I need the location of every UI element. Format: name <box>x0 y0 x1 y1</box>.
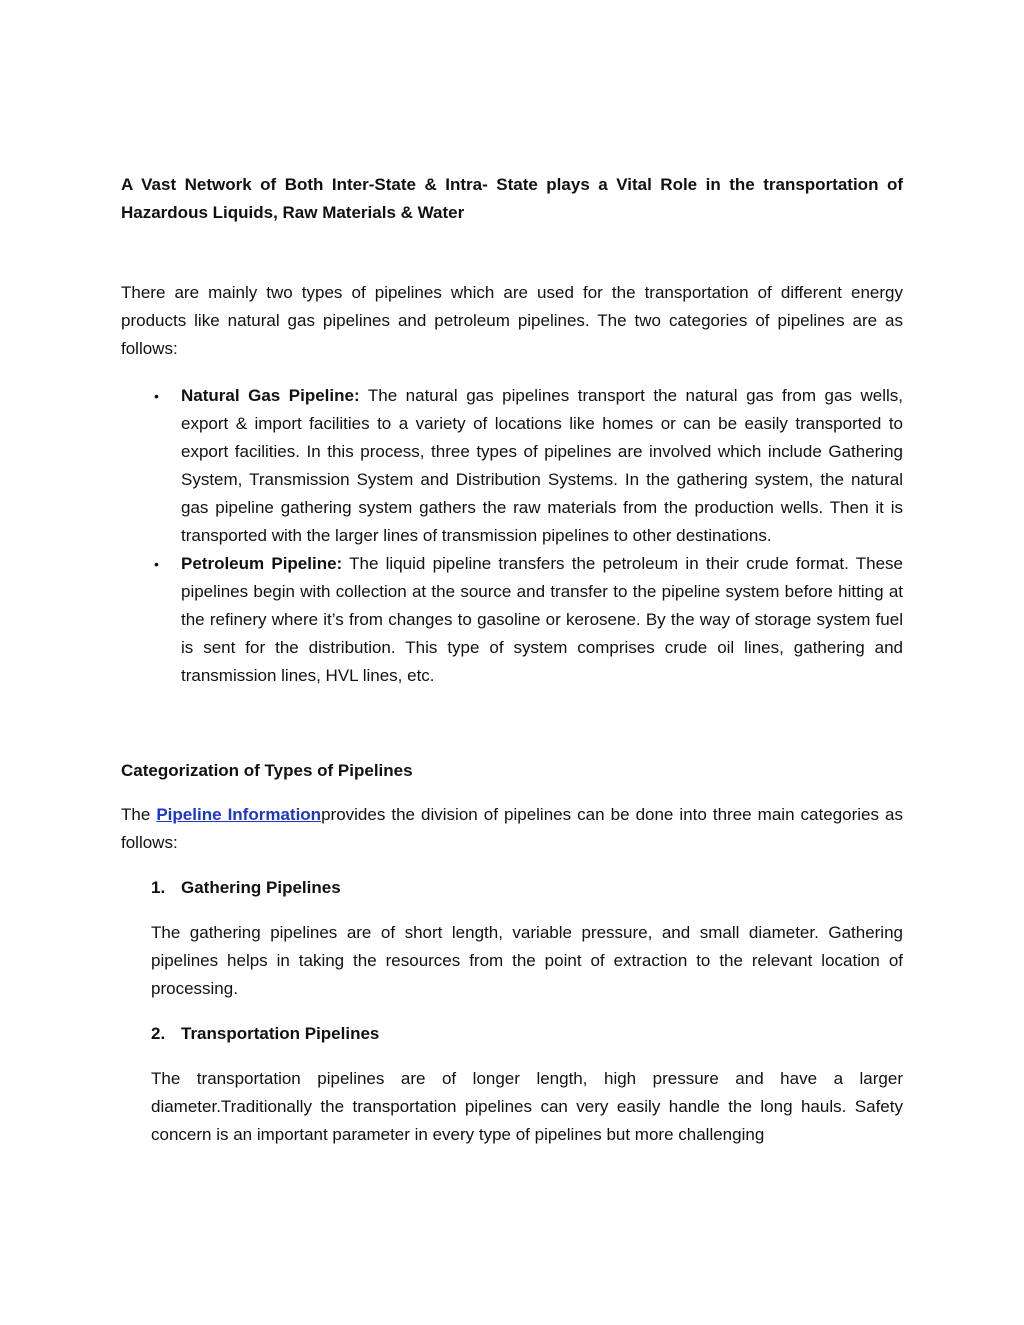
bullet-icon: • <box>154 388 159 404</box>
item-number: 1. <box>151 878 166 897</box>
bullet-text: The natural gas pipelines transport the natural gas from gas wells, export & import facilities to a variety of locations like homes or can be easily transported to export facilities. In this process, three types of pipelines are involved which include Gathering System, Transmission System and Distribution Systems. In the gathering system, the natural gas pipeline gathering system gathers the raw materials from the production wells. Then it is transported with the larger lines of transmission pipelines to other destinations. <box>181 386 903 545</box>
intro-paragraph: There are mainly two types of pipelines which are used for the transportation of different energy products like natural gas pipelines and petroleum pipelines. The two categories of pipelines are as follows: <box>121 283 903 358</box>
numbered-body-gathering: The gathering pipelines are of short length, variable pressure, and small diameter. Gathering pipelines helps in taking the resources from the point of extraction to the relevant location of processing. <box>151 923 903 998</box>
item-heading: Gathering Pipelines <box>181 878 341 897</box>
section-intro-after: provides the division of pipelines can be done into three main categories as follows: <box>121 805 903 852</box>
section-intro-paragraph <box>121 801 903 857</box>
list-item-natural-gas <box>121 382 903 550</box>
document-page <box>121 171 903 1149</box>
item-number: 2. <box>151 1024 166 1043</box>
numbered-heading-transportation <box>151 1020 903 1048</box>
section-heading: Categorization of Types of Pipelines <box>121 761 413 780</box>
pipeline-types-list <box>121 382 903 690</box>
bullet-text: The liquid pipeline transfers the petroleum in their crude format. These pipelines begin with collection at the source and transfer to the pipeline system before hitting at the refinery where it’s from changes to gasoline or kerosene. By the way of storage system fuel is sent for the distribution. This type of system comprises crude oil lines, gathering and transmission lines, HVL lines, etc. <box>181 554 904 685</box>
numbered-body-transportation: The transportation pipelines are of longer length, high pressure and have a larger diameter.Traditionally the transportation pipelines can very easily handle the long hauls. Safety concern is an important parameter in every type of pipelines but more challenging <box>151 1069 903 1144</box>
pipeline-information-link[interactable]: Pipeline Information <box>156 805 322 824</box>
bullet-label: Petroleum Pipeline: <box>181 554 343 573</box>
bullet-icon: • <box>154 556 159 572</box>
bullet-label: Natural Gas Pipeline: <box>181 386 360 405</box>
item-heading: Transportation Pipelines <box>181 1024 380 1043</box>
numbered-heading-gathering <box>151 874 903 902</box>
list-item-petroleum <box>121 550 903 690</box>
document-title: A Vast Network of Both Inter-State & Intra- State plays a Vital Role in the transportation of Hazardous Liquids, Raw Materials & Water <box>121 175 903 222</box>
section-intro-before: The <box>121 805 157 824</box>
